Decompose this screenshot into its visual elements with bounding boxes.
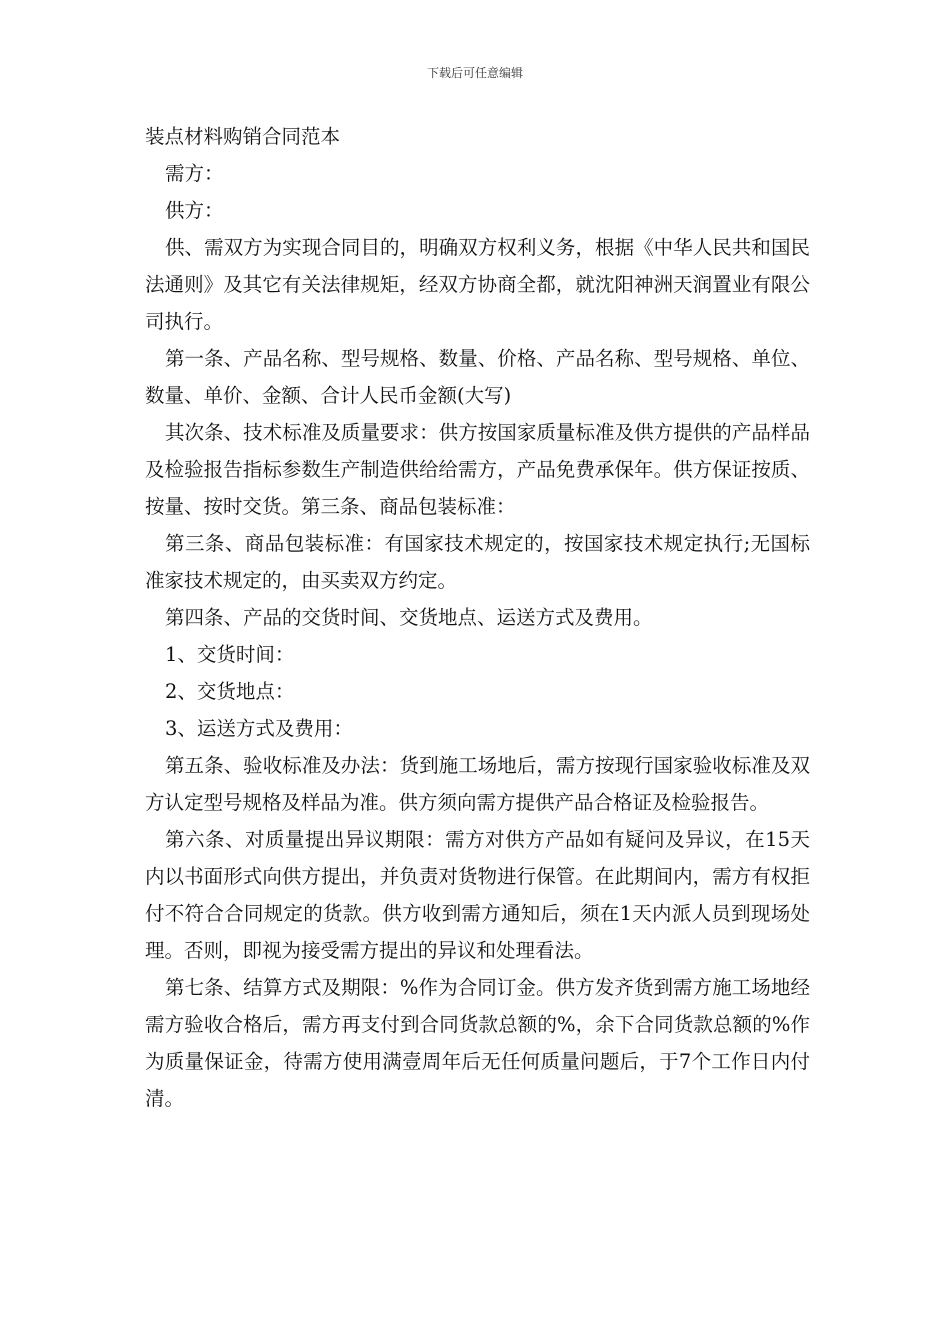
paragraph-article-4: 第四条、产品的交货时间、交货地点、运送方式及费用。 xyxy=(165,606,653,629)
page-header-note: 下载后可任意编辑 xyxy=(426,66,523,80)
document-title: 装点材料购销合同范本 xyxy=(145,125,341,148)
paragraph-article-1: 第一条、产品名称、型号规格、数量、价格、产品名称、型号规格、单位、数量、单价、金额、合计人民币金额(大写) xyxy=(145,347,810,407)
paragraph-article-5: 第五条、验收标准及办法：货到施工场地后，需方按现行国家验收标准及双方认定型号规格及样品为准。供方须向需方提供产品合格证及检验报告。 xyxy=(145,754,810,814)
paragraph-delivery-time: 1、交货时间： xyxy=(165,643,295,666)
paragraph-delivery-place: 2、交货地点： xyxy=(165,680,295,703)
paragraph-article-3: 第三条、商品包装标准：有国家技术规定的，按国家技术规定执行;无国标准家技术规定的，由买卖双方约定。 xyxy=(145,532,810,592)
paragraph-article-7: 第七条、结算方式及期限：%作为合同订金。供方发齐货到需方施工场地经需方验收合格后，需方再支付到合同货款总额的%，余下合同货款总额的%作为质量保证金，待需方使用满壹周年后无任何质量问题后，于7个工作日内付清。 xyxy=(145,976,810,1110)
paragraph-supplier: 供方： xyxy=(165,199,224,222)
paragraph-article-6: 第六条、对质量提出异议期限：需方对供方产品如有疑问及异议，在15天内以书面形式向供方提出，并负责对货物进行保管。在此期间内，需方有权拒付不符合合同规定的货款。供方收到需方通知后，须在1天内派人员到现场处理。否则，即视为接受需方提出的异议和处理看法。 xyxy=(145,828,810,962)
paragraph-transport: 3、运送方式及费用： xyxy=(165,717,353,740)
paragraph-buyer: 需方： xyxy=(165,162,224,185)
document-body xyxy=(145,118,810,1117)
paragraph-article-2: 其次条、技术标准及质量要求：供方按国家质量标准及供方提供的产品样品及检验报告指标参数生产制造供给给需方，产品免费承保年。供方保证按质、按量、按时交货。第三条、商品包装标准： xyxy=(145,421,810,518)
paragraph-preamble: 供、需双方为实现合同目的，明确双方权利义务，根据《中华人民共和国民法通则》及其它有关法律规矩，经双方协商全都，就沈阳神洲天润置业有限公司执行。 xyxy=(145,236,810,333)
